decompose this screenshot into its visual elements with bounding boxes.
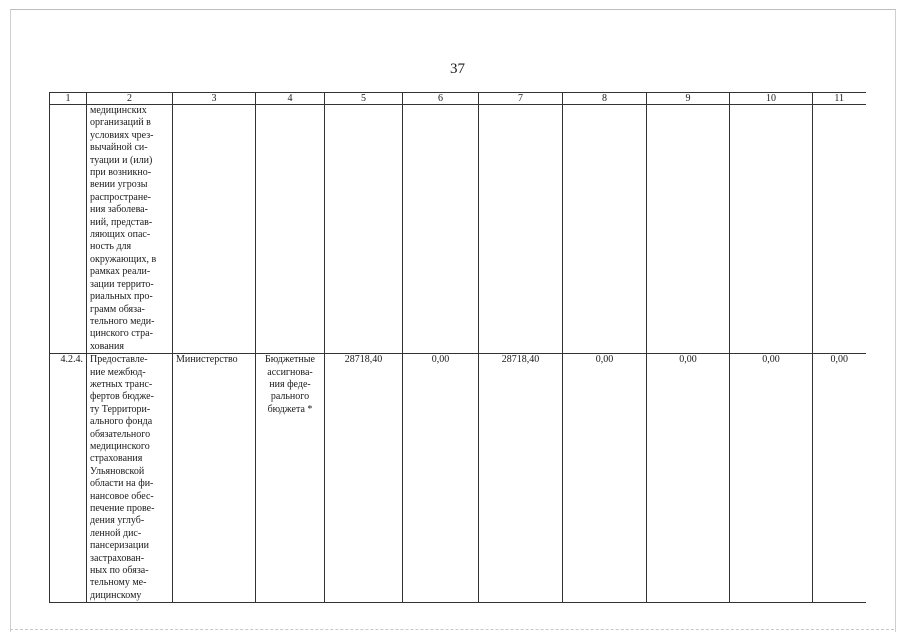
- funding-source-cell: [256, 105, 325, 354]
- table-row: [50, 105, 866, 354]
- header-cell: 4: [256, 93, 325, 105]
- table-row: [50, 354, 866, 603]
- funding-source-cell: Бюджетные ассигнова- ния феде- рального бюджета *: [256, 354, 325, 603]
- amount-cell: [325, 105, 403, 354]
- page-number: 37: [450, 61, 465, 77]
- amount-cell: 0,00: [563, 354, 647, 603]
- header-cell: 10: [730, 93, 813, 105]
- header-cell: 8: [563, 93, 647, 105]
- page-bottom-edge: [10, 629, 894, 630]
- description-cell: медицинских организаций в условиях чрез- вычайной си- туации и (или) при возникно- вении угрозы распростране- ния заболева- ний, представ- ляющих опас- ность для окружающих, в рамках реали- зации террито- риальных про- грамм обяза- тельного меди- цинского стра- хования: [87, 105, 173, 354]
- budget-table: [49, 92, 866, 603]
- amount-cell: 0,00: [647, 354, 730, 603]
- header-cell: 3: [173, 93, 256, 105]
- row-number-cell: 4.2.4.: [50, 354, 87, 603]
- header-cell: 5: [325, 93, 403, 105]
- amount-cell: 0,00: [403, 354, 479, 603]
- amount-cell: 0,00: [730, 354, 813, 603]
- table-header-row: [50, 93, 866, 105]
- amount-cell: [813, 105, 866, 354]
- header-cell: 7: [479, 93, 563, 105]
- executor-cell: [173, 105, 256, 354]
- amount-cell: [730, 105, 813, 354]
- amount-cell: 28718,40: [325, 354, 403, 603]
- header-cell: 1: [50, 93, 87, 105]
- executor-cell: Министерство: [173, 354, 256, 603]
- header-cell: 11: [813, 93, 866, 105]
- header-cell: 2: [87, 93, 173, 105]
- header-cell: 6: [403, 93, 479, 105]
- amount-cell: [403, 105, 479, 354]
- amount-cell: [479, 105, 563, 354]
- amount-cell: [563, 105, 647, 354]
- amount-cell: 0,00: [813, 354, 866, 603]
- row-number-cell: [50, 105, 87, 354]
- header-cell: 9: [647, 93, 730, 105]
- description-cell: Предоставле- ние межбюд- жетных транс- фертов бюдже- ту Территори- ального фонда обязательного медицинского страхования Ульяновской области на фи- нансовое обес- печение прове- дения углуб- ленной дис- пансеризации застрахован- ных по обяза- тельному ме- дицинскому: [87, 354, 173, 603]
- amount-cell: [647, 105, 730, 354]
- amount-cell: 28718,40: [479, 354, 563, 603]
